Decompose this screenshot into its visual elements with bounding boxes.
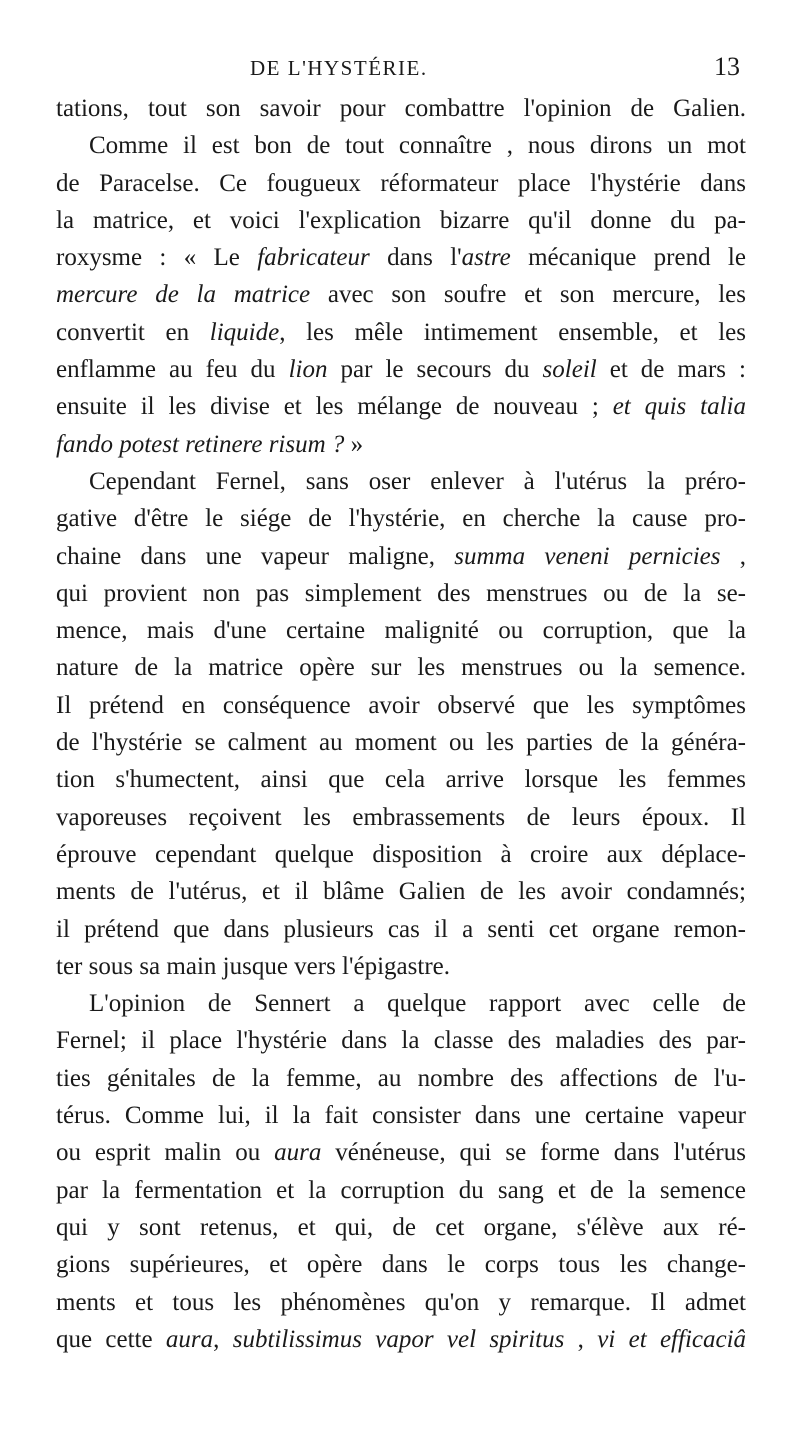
- text-segment: gative d'être le siége de l'hystérie, en cherche la cause pro-: [56, 505, 746, 533]
- text-line: [56, 1060, 746, 1097]
- text-line: [56, 575, 746, 612]
- running-title: DE L'HYSTÉRIE.: [250, 56, 428, 80]
- text-segment: tations, tout son savoir pour combattre l'opinion de Galien.: [56, 95, 746, 122]
- text-line: [56, 911, 746, 948]
- text-segment: Comme il est bon de tout connaître , nous dirons un mot: [89, 132, 746, 160]
- text-line: [56, 127, 746, 164]
- text-segment: avec son soufre et son mercure, les: [310, 281, 747, 309]
- italic-segment: lion: [288, 356, 328, 384]
- text-line: [56, 1172, 746, 1209]
- text-segment: , les mêle intimement ensemble, et les: [279, 318, 746, 346]
- italic-segment: summa veneni pernicies: [454, 542, 721, 570]
- text-line: [56, 612, 746, 649]
- page-number: 13: [714, 52, 740, 81]
- text-line: [56, 388, 746, 425]
- text-line: [56, 873, 746, 910]
- text-segment: tion s'humectent, ainsi que cela arrive lorsque les femmes: [56, 766, 746, 794]
- body-text: [56, 90, 746, 1358]
- running-head: [250, 52, 740, 86]
- text-line: [56, 1284, 746, 1321]
- italic-segment: mercure de la matrice: [56, 281, 311, 309]
- text-line: [56, 687, 746, 724]
- text-segment: roxysme : « Le: [56, 244, 258, 272]
- italic-segment: astre: [461, 244, 511, 272]
- text-segment: ments de l'utérus, et il blâme Galien de les avoir condamnés;: [56, 878, 746, 906]
- text-segment: Il prétend en conséquence avoir observé que les symptômes: [56, 691, 746, 719]
- text-segment: la matrice, et voici l'explication bizarre qu'il donne du pa-: [56, 206, 746, 234]
- text-line: [56, 202, 746, 239]
- text-segment: ter sous sa main jusque vers l'épigastre.: [56, 952, 450, 980]
- text-line: [56, 836, 746, 873]
- text-segment: de l'hystérie se calment au moment ou les parties de la généra-: [56, 729, 746, 757]
- text-segment: »: [344, 430, 364, 458]
- text-line: [56, 239, 746, 276]
- text-line: [56, 314, 746, 351]
- text-segment: que cette: [56, 1325, 166, 1353]
- italic-segment: soleil: [542, 356, 597, 384]
- text-segment: ,: [564, 1325, 598, 1353]
- text-segment: Fernel; il place l'hystérie dans la classe des maladies des par-: [56, 1027, 746, 1055]
- italic-segment: liquide: [209, 318, 280, 346]
- italic-segment: vi et efficaciâ: [597, 1325, 747, 1353]
- italic-segment: aura: [274, 1139, 322, 1167]
- text-segment: qui provient non pas simplement des menstrues ou de la se-: [56, 579, 746, 607]
- italic-segment: fando potest retinere risum ?: [56, 430, 345, 458]
- text-segment: térus. Comme lui, il la fait consister dans une certaine vapeur: [56, 1102, 746, 1130]
- text-segment: dans l': [369, 244, 462, 272]
- text-line: [56, 985, 746, 1022]
- text-line: [56, 1209, 746, 1246]
- italic-segment: et quis talia: [612, 393, 746, 421]
- text-segment: mécanique prend le: [510, 244, 746, 272]
- text-segment: par le secours du: [327, 356, 543, 384]
- text-segment: il prétend que dans plusieurs cas il a senti cet organe remon-: [56, 915, 746, 943]
- text-line: [56, 165, 746, 202]
- text-line: [56, 1022, 746, 1059]
- text-segment: ties génitales de la femme, au nombre des affections de l'u-: [56, 1064, 746, 1092]
- text-line: [56, 799, 746, 836]
- italic-segment: fabricateur: [257, 244, 370, 272]
- text-segment: ,: [720, 542, 747, 570]
- text-segment: de Paracelse. Ce fougueux réformateur place l'hystérie dans: [56, 169, 746, 197]
- text-line: [56, 1246, 746, 1283]
- text-segment: vénéneuse, qui se forme dans l'utérus: [321, 1139, 746, 1167]
- text-segment: gions supérieures, et opère dans le corps tous les change-: [56, 1251, 746, 1279]
- text-segment: par la fermentation et la corruption du sang et de la semence: [56, 1176, 746, 1204]
- text-line: [56, 463, 746, 500]
- text-segment: nature de la matrice opère sur les menstrues ou la semence.: [56, 654, 746, 682]
- text-segment: ,: [213, 1325, 233, 1353]
- text-line: [56, 500, 746, 537]
- text-segment: mence, mais d'une certaine malignité ou corruption, que la: [56, 617, 746, 645]
- text-line: [56, 276, 746, 313]
- text-line: [56, 90, 746, 127]
- text-segment: chaine dans une vapeur maligne,: [56, 542, 455, 570]
- text-line: [56, 1134, 746, 1171]
- text-segment: enflamme au feu du: [56, 356, 289, 384]
- text-segment: vaporeuses reçoivent les embrassements de leurs époux. Il: [56, 803, 746, 831]
- italic-segment: aura: [165, 1325, 214, 1353]
- text-line: [56, 649, 746, 686]
- text-line: [56, 724, 746, 761]
- text-segment: Cependant Fernel, sans oser enlever à l'utérus la préro-: [89, 467, 746, 495]
- text-line: [56, 1097, 746, 1134]
- italic-segment: subtilissimus vapor vel spiritus: [232, 1325, 565, 1353]
- text-segment: ments et tous les phénomènes qu'on y remarque. Il admet: [56, 1288, 746, 1316]
- text-segment: et de mars :: [596, 356, 746, 384]
- text-segment: ou esprit malin ou: [56, 1139, 275, 1167]
- text-line: [56, 538, 746, 575]
- text-segment: convertit en: [56, 318, 210, 346]
- text-segment: qui y sont retenus, et qui, de cet organe, s'élève aux ré-: [56, 1213, 746, 1241]
- text-segment: éprouve cependant quelque disposition à croire aux déplace-: [56, 840, 746, 868]
- text-segment: L'opinion de Sennert a quelque rapport avec celle de: [89, 990, 746, 1018]
- text-line: [56, 351, 746, 388]
- text-line: [56, 1321, 746, 1358]
- text-line: [56, 761, 746, 798]
- text-line: [56, 426, 746, 463]
- text-line: [56, 948, 746, 985]
- text-segment: ensuite il les divise et les mélange de nouveau ;: [56, 393, 613, 421]
